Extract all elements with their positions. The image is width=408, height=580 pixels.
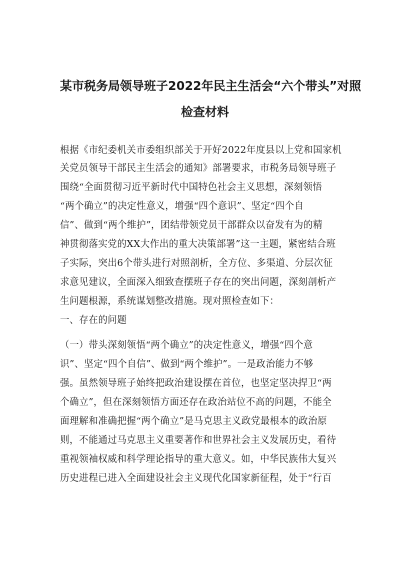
body-line: 围绕“全面贯彻习近平新时代中国特色社会主义思想，深刻领悟: [60, 182, 323, 193]
body-line: 生问题根源，系统谋划整改措施。现对照检查如下：: [60, 296, 280, 307]
document-title-line-2: 检查材料: [180, 105, 229, 119]
body-line: 面理解和准确把握“两个确立”是马克思主义政党最根本的政治原: [60, 416, 328, 427]
body-line: 则，不能通过马克思主义重要著作和世界社会主义发展历史，看待: [60, 435, 337, 446]
document-title-line-1: 某市税务局领导班子2022年民主生活会“六个带头”对照: [60, 79, 362, 93]
body-line: 识”、坚定“四个自信”、做到“两个维护”。一是政治能力不够: [60, 359, 314, 370]
body-line: 关党员领导干部民主生活会的通知》部署要求，市税务局领导班子: [60, 163, 337, 174]
body-line: 子实际，突出6个带头进行对照剖析，全方位、多渠道、分层次征: [60, 258, 333, 269]
body-line: 神贯彻落实党的XX大作出的重大决策部署”这一主题，紧密结合班: [60, 239, 336, 250]
body-line: 强。虽然领导班子始终把政治建设摆在首位，也坚定坚决捍卫“两: [60, 378, 332, 389]
body-line: 个确立”，但在深刻领悟方面还存在政治站位不高的问题，不能全: [60, 397, 332, 408]
body-line: “两个确立”的决定性意义，增强“四个意识”、坚定“四个自: [60, 201, 304, 212]
body-line: （一）带头深刻领悟“两个确立”的决定性意义，增强“四个意: [60, 340, 313, 351]
body-line: 信”、做到“两个维护”，团结带领党员干部群众以奋发有为的精: [60, 220, 323, 231]
body-line: 根据《市纪委机关市委组织部关于开好2022年度县以上党和国家机: [60, 145, 342, 156]
section-heading: 一、存在的问题: [60, 315, 127, 326]
body-line: 求意见建议，全面深入细致查摆班子存在的突出问题，深刻剖析产: [60, 277, 337, 288]
body-line: 重视领袖权威和科学理论指导的重大意义。如，中华民族伟大复兴: [60, 454, 337, 465]
body-line: 历史进程已进入全面建设社会主义现代化国家新征程，处于“行百: [60, 473, 332, 484]
